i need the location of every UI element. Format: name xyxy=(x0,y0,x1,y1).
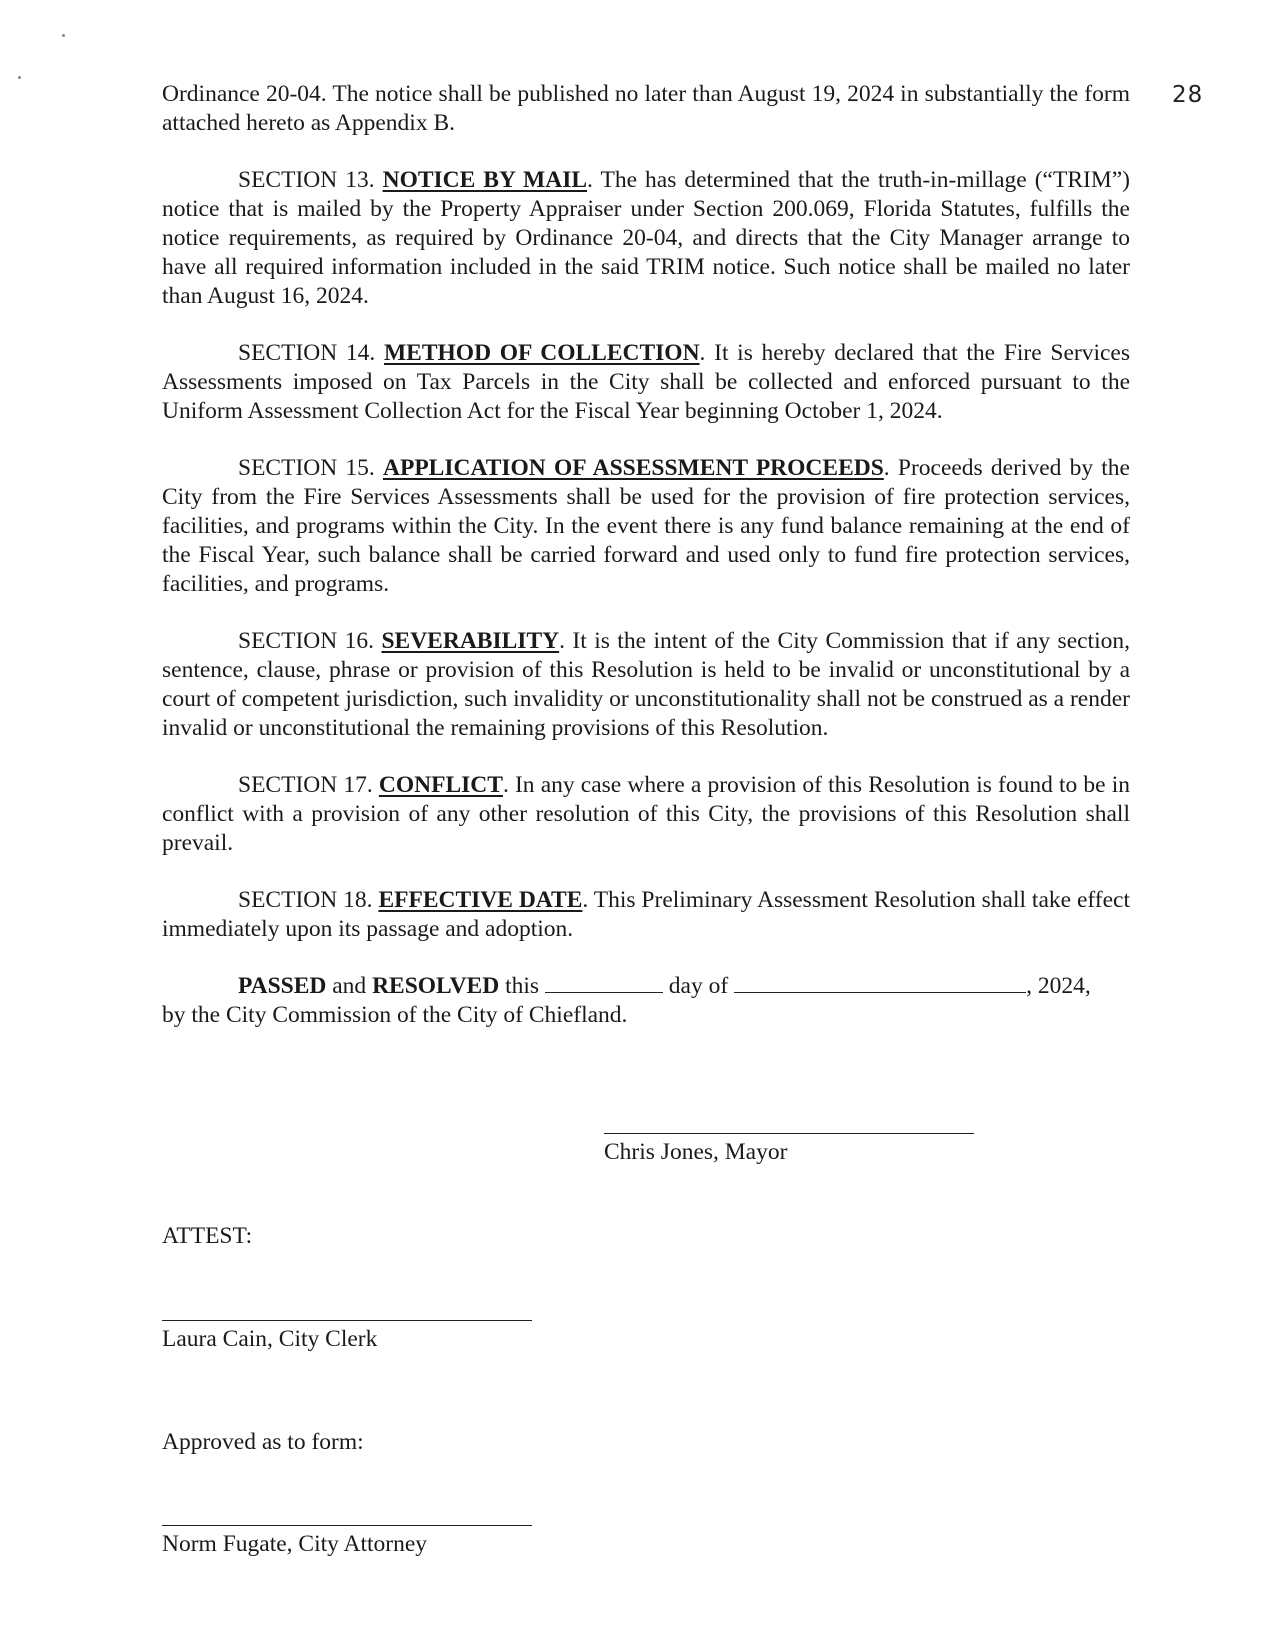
section-14-number: SECTION 14. xyxy=(238,340,376,366)
day-blank-line xyxy=(545,974,663,993)
passed-word: PASSED xyxy=(238,973,327,999)
section-17-number: SECTION 17. xyxy=(238,772,373,798)
section-14-body: It is hereby declared that the Fire Services Assessments imposed on Tax Parcels in the City shall be collected and enforced pursuant to the Uniform Assessment Collection Act for the Fiscal Year beginning October 1, 2024. xyxy=(162,340,1130,424)
mayor-signature-line xyxy=(604,1133,974,1134)
section-16-heading: SEVERABILITY xyxy=(381,628,560,654)
resolved-word: RESOLVED xyxy=(372,973,500,999)
attest-label: ATTEST: xyxy=(162,1223,253,1249)
section-17-body: In any case where a provision of this Resolution is found to be in conflict with a provision of any other resolution of this City, the provisions of this Resolution shall prevail. xyxy=(162,772,1131,856)
section-18-body: This Preliminary Assessment Resolution shall take effect immediately upon its passage and adoption. xyxy=(162,887,1131,942)
section-13-heading: NOTICE BY MAIL xyxy=(382,167,588,193)
section-18-number: SECTION 18. xyxy=(238,887,373,913)
page-number: 28 xyxy=(1172,82,1204,108)
clerk-name: Laura Cain, City Clerk xyxy=(162,1326,378,1352)
section-13: SECTION 13. NOTICE BY MAIL. The has determined that the truth-in-millage (“TRIM”) notice that is mailed by the Property Appraiser under Section 200.069, Florida Statutes, fulfills the notice requirements, as required by Ordinance 20-04, and directs that the City Manager arrange to have all required information included in the said TRIM notice. Such notice shall be mailed no later than August 16, 2024. xyxy=(162,167,1130,309)
mayor-name: Chris Jones, Mayor xyxy=(604,1139,788,1165)
section-15: SECTION 15. APPLICATION OF ASSESSMENT PROCEEDS. Proceeds derived by the City from the Fire Services Assessments shall be used for the provision of fire protection services, facilities, and programs within the City. In the event there is any fund balance remaining at the end of the Fiscal Year, such balance shall be carried forward and used only to fund fire protection services, facilities, and programs. xyxy=(162,455,1130,597)
section-18: SECTION 18. EFFECTIVE DATE. This Preliminary Assessment Resolution shall take effect immediately upon its passage and adoption. xyxy=(162,887,1131,942)
scan-speck xyxy=(62,34,65,37)
section-13-body: The has determined that the truth-in-millage (“TRIM”) notice that is mailed by the Property Appraiser under Section 200.069, Florida Statutes, fulfills the notice requirements, as required by Ordinance 20-04, and directs that the City Manager arrange to have all required information included in the said TRIM notice. Such notice shall be mailed no later than August 16, 2024. xyxy=(162,167,1130,309)
document-body xyxy=(162,80,1130,1030)
passed-resolved-clause: PASSED and RESOLVED this day of , 2024, by the City Commission of the City of Chiefland. xyxy=(162,973,1091,1028)
section-17: SECTION 17. CONFLICT. In any case where a provision of this Resolution is found to be in conflict with a provision of any other resolution of this City, the provisions of this Resolution shall prevail. xyxy=(162,772,1131,856)
section-15-number: SECTION 15. xyxy=(238,455,375,481)
clerk-signature-line xyxy=(162,1320,532,1321)
section-17-heading: CONFLICT xyxy=(378,772,503,798)
section-16-number: SECTION 16. xyxy=(238,628,375,654)
section-14-heading: METHOD OF COLLECTION xyxy=(384,340,700,366)
scan-speck xyxy=(18,76,21,79)
section-18-heading: EFFECTIVE DATE xyxy=(378,887,583,913)
mayor-signature-block xyxy=(604,1133,974,1167)
approved-label: Approved as to form: xyxy=(162,1429,364,1455)
attorney-signature-block xyxy=(162,1525,532,1559)
section-15-heading: APPLICATION OF ASSESSMENT PROCEEDS xyxy=(383,455,884,481)
section-14: SECTION 14. METHOD OF COLLECTION. It is hereby declared that the Fire Services Assessments imposed on Tax Parcels in the City shall be collected and enforced pursuant to the Uniform Assessment Collection Act for the Fiscal Year beginning October 1, 2024. xyxy=(162,340,1130,424)
attorney-name: Norm Fugate, City Attorney xyxy=(162,1531,428,1557)
month-blank-line xyxy=(734,974,1026,993)
section-16: SECTION 16. SEVERABILITY. It is the intent of the City Commission that if any section, sentence, clause, phrase or provision of this Resolution is held to be invalid or unconstitutional by a court of competent jurisdiction, such invalidity or unconstitutionality shall not be construed as a render invalid or unconstitutional the remaining provisions of this Resolution. xyxy=(162,628,1130,741)
clerk-signature-block xyxy=(162,1320,532,1354)
section-13-number: SECTION 13. xyxy=(238,167,375,193)
intro-paragraph: Ordinance 20-04. The notice shall be published no later than August 19, 2024 in substantially the form attached hereto as Appendix B. xyxy=(162,81,1130,136)
section-15-body: Proceeds derived by the City from the Fire Services Assessments shall be used for the provision of fire protection services, facilities, and programs within the City. In the event there is any fund balance remaining at the end of the Fiscal Year, such balance shall be carried forward and used only to fund fire protection services, facilities, and programs. xyxy=(162,455,1130,597)
passed-tail: by the City Commission of the City of Chiefland. xyxy=(162,1002,628,1028)
section-16-body: It is the intent of the City Commission that if any section, sentence, clause, phrase or provision of this Resolution is held to be invalid or unconstitutional by a court of competent jurisdiction, such invalidity or unconstitutionality shall not be construed as a render invalid or unconstitutional the remaining provisions of this Resolution. xyxy=(162,628,1130,741)
attorney-signature-line xyxy=(162,1525,532,1526)
